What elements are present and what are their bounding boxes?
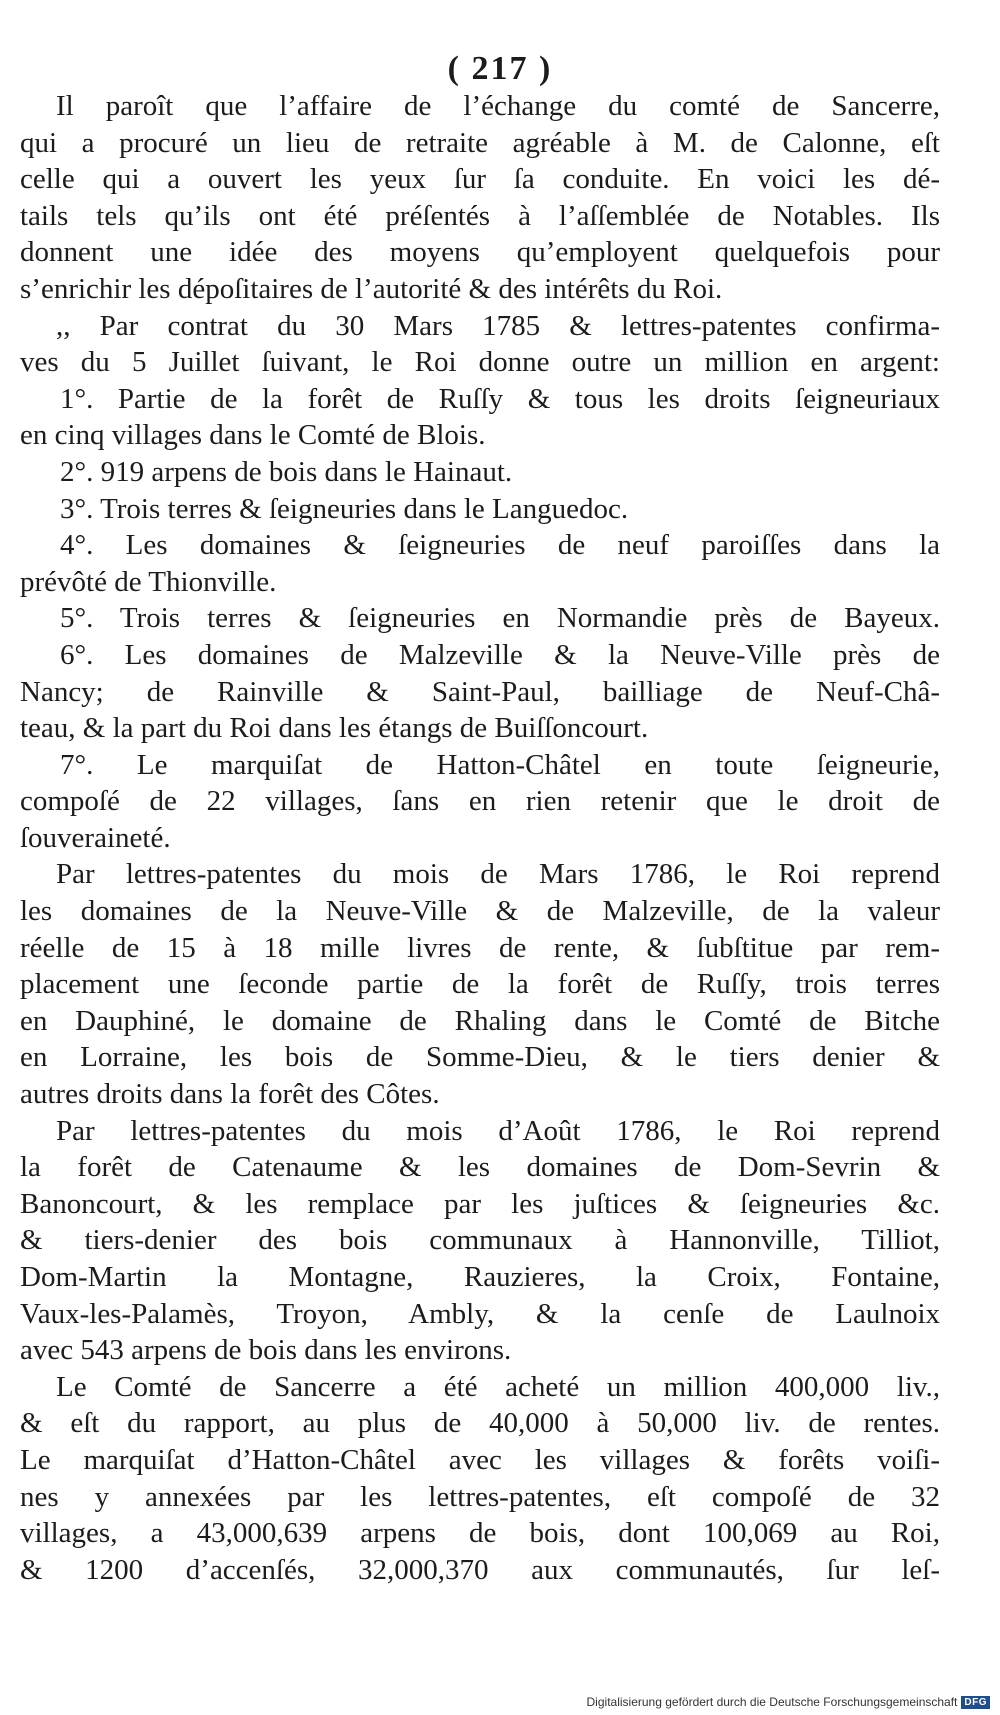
text-line: placement une ſeconde partie de la forêt de Ruſſy, trois terres [20,968,940,1001]
text-line: 2°. 919 arpens de bois dans le Hainaut. [60,455,513,488]
text-line: Par lettres-patentes du mois de Mars 1786, le Roi reprend [56,858,940,891]
text-line: celle qui a ouvert les yeux ſur ſa conduite. En voici les dé- [20,163,940,196]
text-line: Dom-Martin la Montagne, Rauzieres, la Croix, Fontaine, [20,1261,940,1293]
text-line: tails tels qu’ils ont été préſentés à l’aſſemblée de Notables. Ils [20,199,940,232]
text-line: autres droits dans la forêt des Côtes. [20,1078,440,1111]
text-line: nes y annexées par les lettres-patentes, eſt compoſé de 32 [20,1480,940,1513]
text-line: Banoncourt, & les remplace par les juſtices & ſeigneuries &c. [20,1187,940,1220]
page-number: ( 217 ) [447,50,553,87]
text-line: ,, Par contrat du 30 Mars 1785 & lettres-patentes confirma- [56,309,940,342]
text-line: 5°. Trois terres & ſeigneuries en Normandie près de Bayeux. [60,602,940,635]
text-line: Vaux-les-Palamès, Troyon, Ambly, & la cenſe de Laulnoix [20,1297,940,1330]
text-line: en cinq villages dans le Comté de Blois. [20,419,486,452]
digitization-credit [587,1695,990,1709]
text-line: 6°. Les domaines de Malzeville & la Neuve-Ville près de [60,638,940,671]
text-line: Le marquiſat d’Hatton-Châtel avec les villages & forêts voiſi- [20,1443,940,1476]
text-line: ves du 5 Juillet ſuivant, le Roi donne outre un million en argent: [20,346,940,379]
text-line: 1°. Partie de la forêt de Ruſſy & tous les droits ſeigneuriaux [60,382,940,415]
text-line: qui a procuré un lieu de retraite agréable à M. de Calonne, eſt [20,126,940,159]
text-line: villages, a 43,000,639 arpens de bois, dont 100,069 au Roi, [20,1517,940,1550]
text-line: compoſé de 22 villages, ſans en rien retenir que le droit de [20,785,940,818]
text-line: & 1200 d’accenſés, 32,000,370 aux communautés, ſur leſ- [20,1553,940,1586]
text-line: réelle de 15 à 18 mille livres de rente, & ſubſtitue par rem- [20,931,940,964]
text-line: 4°. Les domaines & ſeigneuries de neuf paroiſſes dans la [60,529,940,562]
page-text [20,88,940,1588]
credit-text: Digitalisierung gefördert durch die Deutsche Forschungsgemeinschaft [586,1695,958,1709]
text-line: Il paroît que l’affaire de l’échange du comté de Sancerre, [56,90,940,122]
text-line: s’enrichir les dépoſitaires de l’autorité & des intérêts du Roi. [20,272,723,305]
text-line: en Lorraine, les bois de Somme-Dieu, & le tiers denier & [20,1041,940,1074]
text-line: Nancy; de Rainville & Saint-Paul, bailliage de Neuf-Châ- [20,675,940,708]
text-line: les domaines de la Neuve-Ville & de Malzeville, de la valeur [20,895,940,928]
text-line: avec 543 arpens de bois dans les environs. [20,1334,512,1367]
dfg-logo-icon: DFG [961,1696,990,1709]
text-line: Le Comté de Sancerre a été acheté un million 400,000 liv., [56,1370,940,1403]
text-line: teau, & la part du Roi dans les étangs de Buiſſoncourt. [20,712,649,745]
text-line: la forêt de Catenaume & les domaines de Dom-Sevrin & [20,1151,940,1184]
text-line: 3°. Trois terres & ſeigneuries dans le Languedoc. [60,492,629,525]
text-line: en Dauphiné, le domaine de Rhaling dans le Comté de Bitche [20,1004,940,1037]
text-line: Par lettres-patentes du mois d’Août 1786, le Roi reprend [56,1114,940,1147]
text-line: ſouveraineté. [20,821,171,854]
text-line: donnent une idée des moyens qu’employent quelquefois pour [20,236,940,269]
text-line: prévôté de Thionville. [20,565,277,598]
text-line: & eſt du rapport, au plus de 40,000 à 50,000 liv. de rentes. [20,1407,940,1440]
text-line: & tiers-denier des bois communaux à Hannonville, Tilliot, [20,1224,940,1257]
text-line: 7°. Le marquiſat de Hatton-Châtel en toute ſeigneurie, [60,748,940,781]
